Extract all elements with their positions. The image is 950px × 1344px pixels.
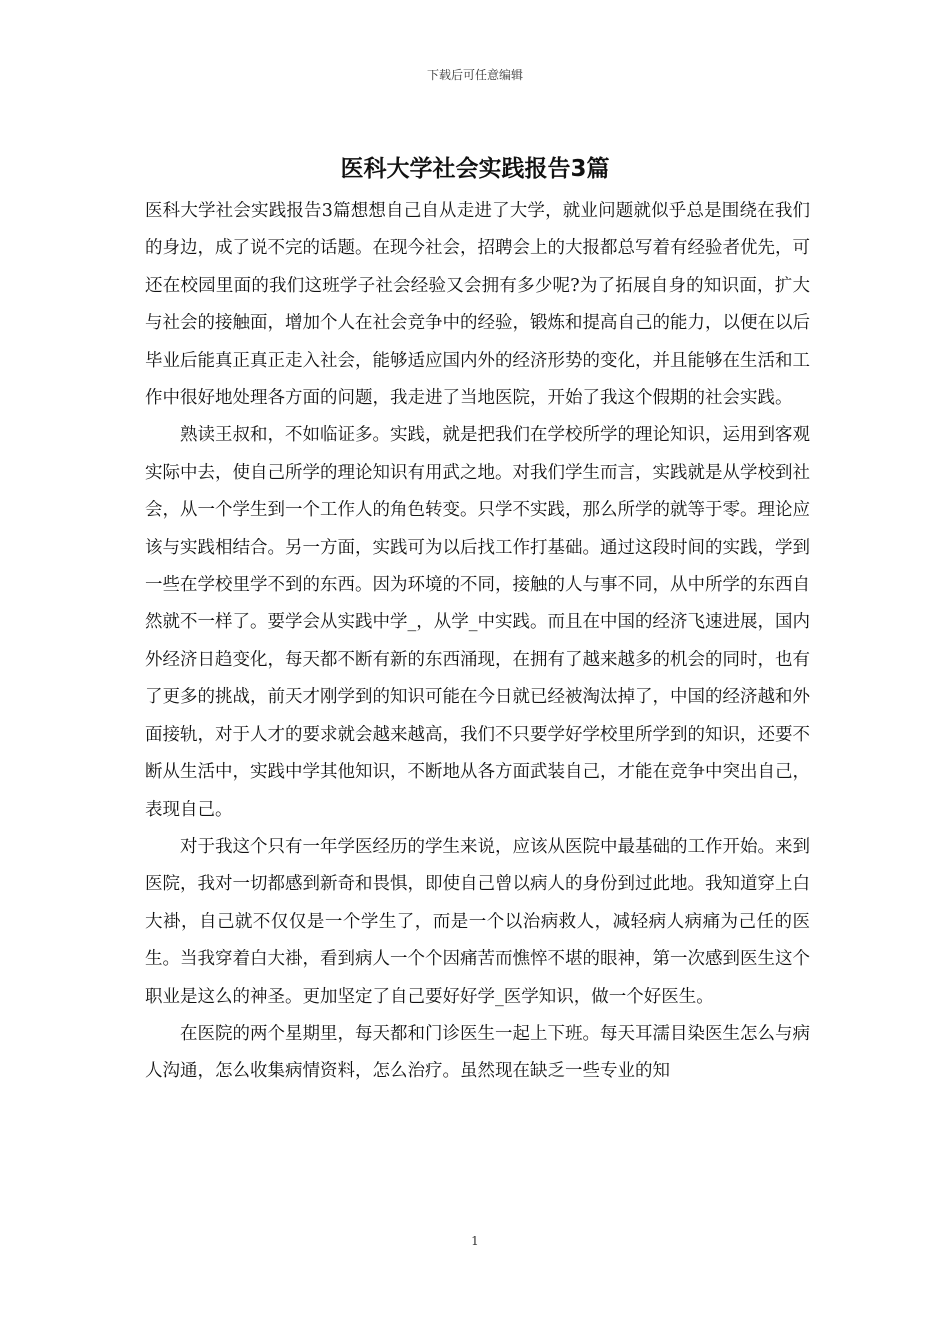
paragraph-2: 熟读王叔和，不如临证多。实践，就是把我们在学校所学的理论知识，运用到客观实际中去，使自己所学的理论知识有用武之地。对我们学生而言，实践就是从学校到社会，从一个学生到一个工作人的角色转变。只学不实践，那么所学的就等于零。理论应该与实践相结合。另一方面，实践可为以后找工作打基础。通过这段时间的实践，学到一些在学校里学不到的东西。因为环境的不同，接触的人与事不同，从中所学的东西自然就不一样了。要学会从实践中学_，从学_中实践。而且在中国的经济飞速进展，国内外经济日趋变化，每天都不断有新的东西涌现，在拥有了越来越多的机会的同时，也有了更多的挑战，前天才刚学到的知识可能在今日就已经被淘汰掉了，中国的经济越和外面接轨，对于人才的要求就会越来越高，我们不只要学好学校里所学到的知识，还要不断从生活中，实践中学其他知识，不断地从各方面武装自己，才能在竞争中突出自己，表现自己。 bbox=[145, 425, 810, 820]
document-body bbox=[145, 193, 810, 1091]
header-note: 下载后可任意编辑 bbox=[426, 68, 523, 82]
page-number: 1 bbox=[471, 1234, 479, 1248]
paragraph-1: 医科大学社会实践报告3篇想想自己自从走进了大学，就业问题就似乎总是围绕在我们的身边，成了说不完的话题。在现今社会，招聘会上的大报都总写着有经验者优先，可还在校园里面的我们这班学子社会经验又会拥有多少呢?为了拓展自身的知识面，扩大与社会的接触面，增加个人在社会竞争中的经验，锻炼和提高自己的能力，以便在以后毕业后能真正真正走入社会，能够适应国内外的经济形势的变化，并且能够在生活和工作中很好地处理各方面的问题，我走进了当地医院，开始了我这个假期的社会实践。 bbox=[145, 201, 810, 409]
paragraph-3: 对于我这个只有一年学医经历的学生来说，应该从医院中最基础的工作开始。来到医院，我对一切都感到新奇和畏惧，即使自己曾以病人的身份到过此地。我知道穿上白大褂，自己就不仅仅是一个学生了，而是一个以治病救人，减轻病人病痛为己任的医生。当我穿着白大褂，看到病人一个个因痛苦而憔悴不堪的眼神，第一次感到医生这个职业是这么的神圣。更加坚定了自己要好好学_医学知识，做一个好医生。 bbox=[145, 836, 810, 1007]
document-title: 医科大学社会实践报告3篇 bbox=[340, 156, 610, 182]
paragraph-4: 在医院的两个星期里，每天都和门诊医生一起上下班。每天耳濡目染医生怎么与病人沟通，怎么收集病情资料，怎么治疗。虽然现在缺乏一些专业的知 bbox=[145, 1023, 810, 1082]
